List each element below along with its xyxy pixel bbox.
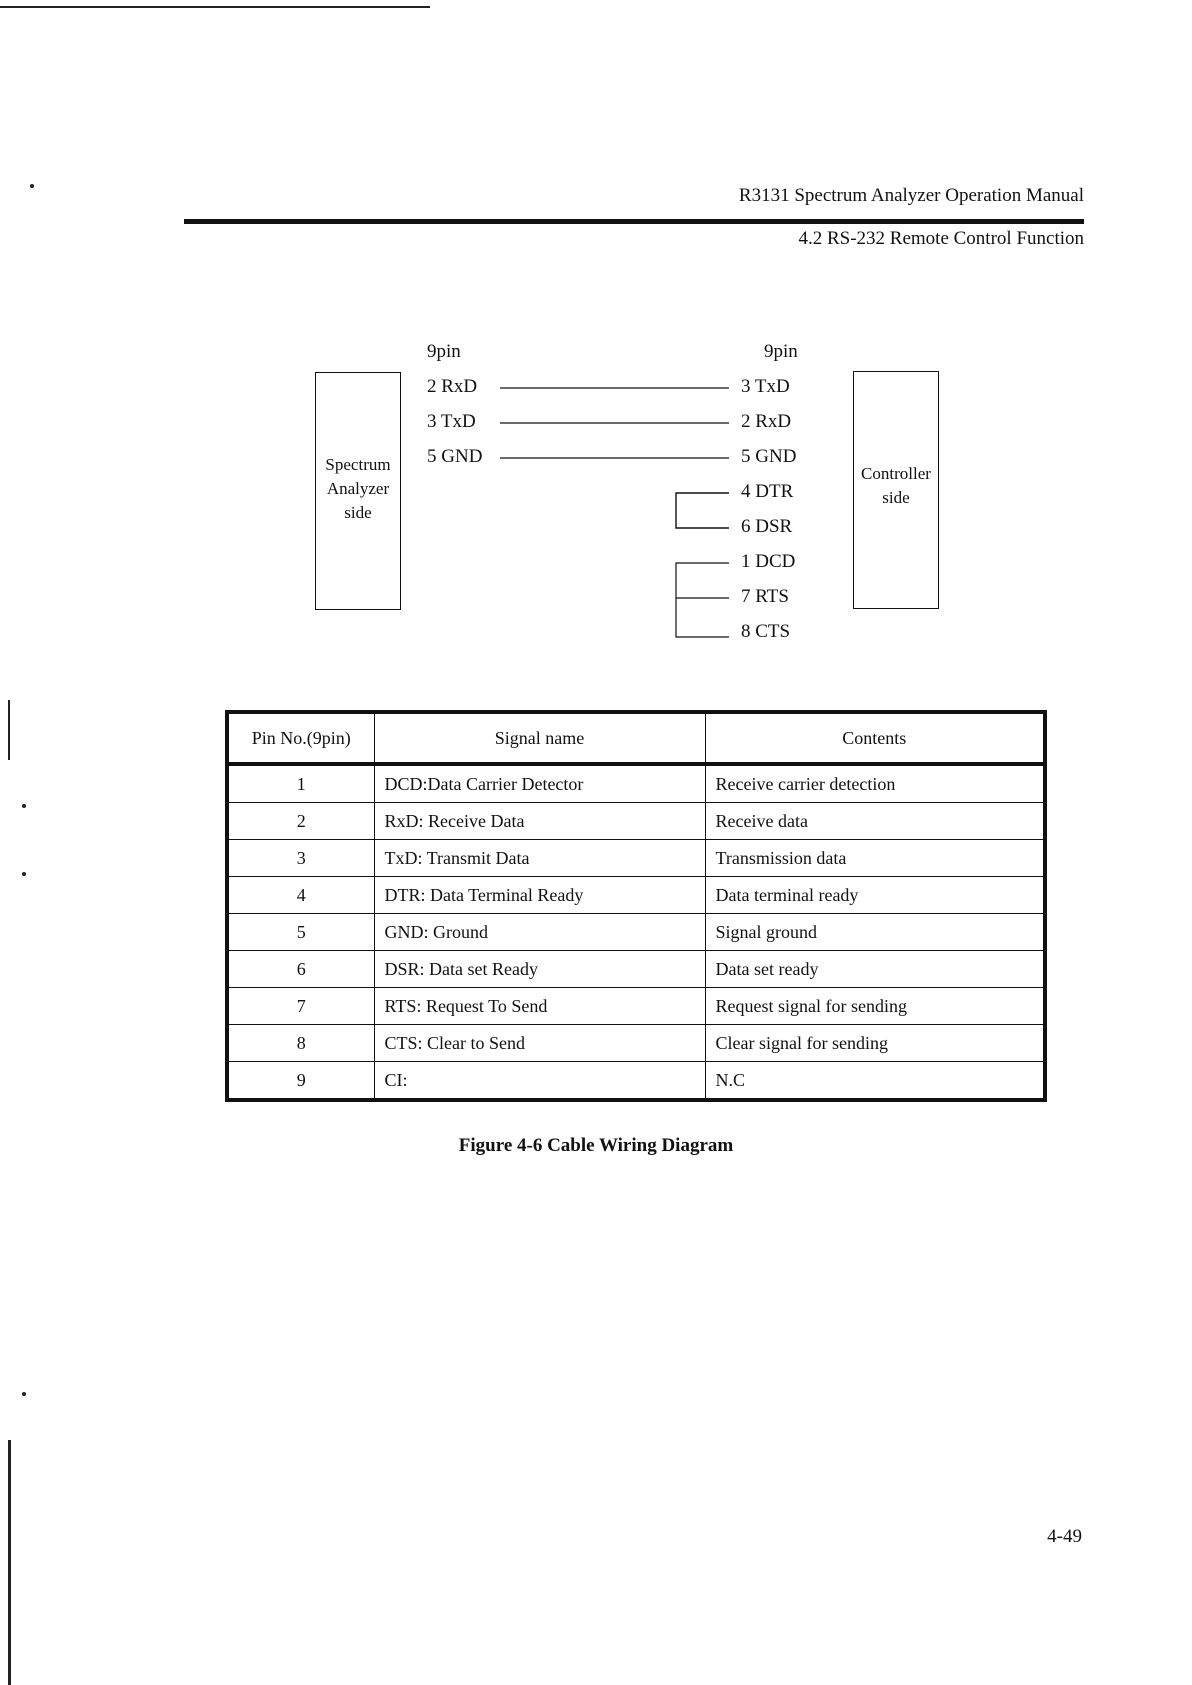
column-header: Contents	[705, 712, 1045, 764]
left-pin-label: 3 TxD	[427, 411, 476, 432]
table-header-row	[227, 712, 1045, 764]
wiring-lines	[0, 0, 1192, 660]
contents-cell: Transmission data	[705, 840, 1045, 877]
table-row	[227, 1062, 1045, 1101]
pin-number-cell: 5	[227, 914, 374, 951]
box-label-line: Analyzer	[326, 479, 390, 498]
contents-cell: Clear signal for sending	[705, 1025, 1045, 1062]
table-row	[227, 764, 1045, 803]
scan-artifact-dot	[22, 1392, 26, 1396]
pin-assignment-table	[225, 710, 1047, 1102]
left-connector-label: 9pin	[427, 341, 461, 362]
scan-artifact-dot	[22, 804, 26, 808]
column-header: Signal name	[374, 712, 705, 764]
table-row	[227, 951, 1045, 988]
contents-cell: N.C	[705, 1062, 1045, 1101]
pin-number-cell: 8	[227, 1025, 374, 1062]
signal-name-cell: DTR: Data Terminal Ready	[374, 877, 705, 914]
contents-cell: Data terminal ready	[705, 877, 1045, 914]
right-connector-label: 9pin	[764, 341, 798, 362]
scan-artifact-edge	[8, 1440, 11, 1685]
signal-name-cell: DCD:Data Carrier Detector	[374, 764, 705, 803]
column-header: Pin No.(9pin)	[227, 712, 374, 764]
loopback-dcd-rts-cts	[676, 563, 729, 637]
box-label-line: Controller	[861, 464, 931, 483]
right-pin-label: 5 GND	[741, 446, 797, 467]
contents-cell: Request signal for sending	[705, 988, 1045, 1025]
pin-number-cell: 4	[227, 877, 374, 914]
signal-name-cell: RTS: Request To Send	[374, 988, 705, 1025]
box-label-line: side	[344, 503, 372, 522]
right-pin-label: 6 DSR	[741, 516, 793, 537]
box-label-line: side	[882, 488, 910, 507]
signal-name-cell: CTS: Clear to Send	[374, 1025, 705, 1062]
box-label-line: Spectrum	[325, 455, 391, 474]
table-row	[227, 840, 1045, 877]
right-pin-label: 7 RTS	[741, 586, 789, 607]
signal-name-cell: DSR: Data set Ready	[374, 951, 705, 988]
pin-number-cell: 9	[227, 1062, 374, 1101]
right-pin-label: 3 TxD	[741, 376, 790, 397]
running-header-section: 4.2 RS-232 Remote Control Function	[798, 228, 1084, 249]
table-row	[227, 988, 1045, 1025]
pin-number-cell: 3	[227, 840, 374, 877]
pin-number-cell: 2	[227, 803, 374, 840]
contents-cell: Data set ready	[705, 951, 1045, 988]
wiring-diagram	[0, 0, 1192, 660]
pin-number-cell: 1	[227, 764, 374, 803]
figure-caption: Figure 4-6 Cable Wiring Diagram	[458, 1135, 734, 1156]
pin-number-cell: 6	[227, 951, 374, 988]
table-row	[227, 803, 1045, 840]
contents-cell: Signal ground	[705, 914, 1045, 951]
contents-cell: Receive carrier detection	[705, 764, 1045, 803]
right-pin-label: 2 RxD	[741, 411, 792, 432]
table-row	[227, 1025, 1045, 1062]
right-pin-label: 8 CTS	[741, 621, 791, 642]
left-pin-label: 5 GND	[427, 446, 483, 467]
contents-cell: Receive data	[705, 803, 1045, 840]
signal-name-cell: RxD: Receive Data	[374, 803, 705, 840]
signal-name-cell: TxD: Transmit Data	[374, 840, 705, 877]
pin-number-cell: 7	[227, 988, 374, 1025]
right-pin-label: 4 DTR	[741, 481, 794, 502]
page-number: 4-49	[1047, 1526, 1082, 1547]
right-pin-label: 1 DCD	[741, 551, 796, 572]
signal-name-cell: GND: Ground	[374, 914, 705, 951]
table-row	[227, 877, 1045, 914]
scan-artifact-edge	[8, 700, 10, 760]
left-pin-label: 2 RxD	[427, 376, 478, 397]
table-row	[227, 914, 1045, 951]
scan-artifact-dot	[22, 872, 26, 876]
signal-name-cell: CI:	[374, 1062, 705, 1101]
running-header-title: R3131 Spectrum Analyzer Operation Manual	[738, 185, 1084, 206]
loopback-dtr-dsr	[676, 493, 729, 528]
